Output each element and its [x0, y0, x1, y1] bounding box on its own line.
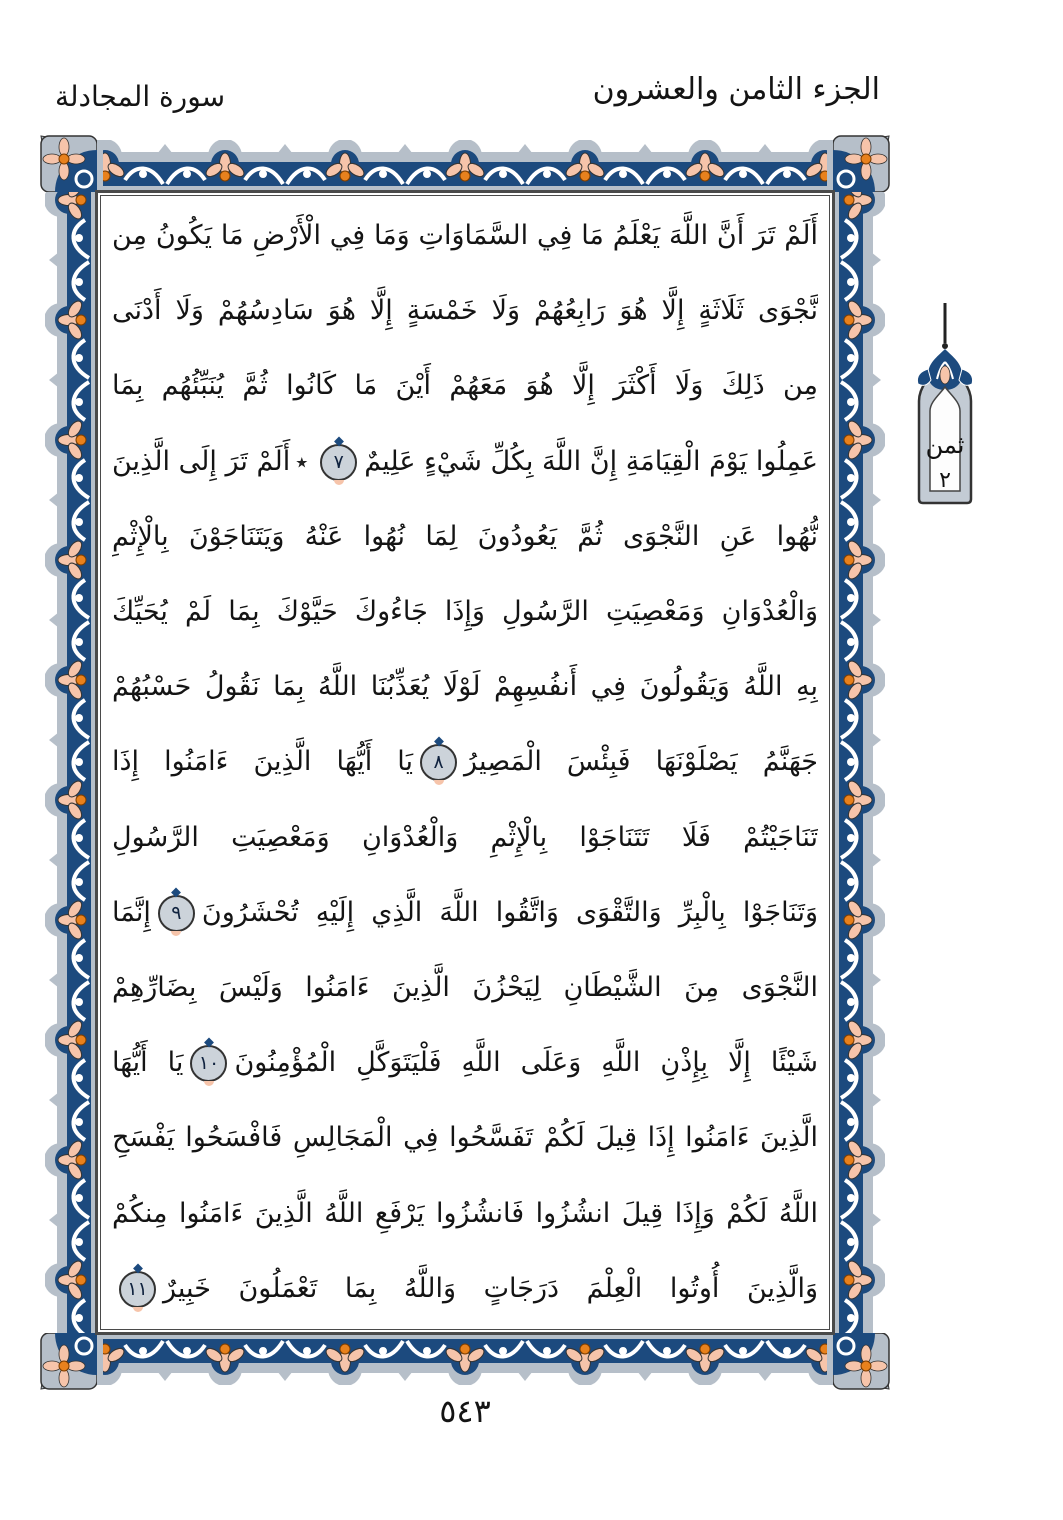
- hizb-label: ثمن: [925, 431, 965, 459]
- quran-line: [112, 1177, 818, 1251]
- surah-title: سورة المجادلة: [55, 80, 226, 113]
- ayah-text: نُّهُوا عَنِ النَّجْوَى ثُمَّ يَعُودُونَ لِمَا نُهُوا عَنْهُ وَيَتَنَاجَوْنَ بِالْإِثْمِ: [112, 520, 818, 552]
- quran-line: [112, 1252, 818, 1326]
- dome-icon: [895, 303, 995, 518]
- ayah-number: ٩: [171, 901, 182, 924]
- ayah-text: النَّجْوَى مِنَ الشَّيْطَانِ لِيَحْزُنَ الَّذِينَ ءَامَنُوا وَلَيْسَ بِضَارِّهِمْ: [112, 972, 818, 1004]
- juz-title: الجزء الثامن والعشرون: [592, 72, 880, 107]
- ayah-text: نَّجْوَى ثَلَاثَةٍ إِلَّا هُوَ رَابِعُهُمْ وَلَا خَمْسَةٍ إِلَّا هُوَ سَادِسُهُمْ وَلَا أَدْنَى: [112, 295, 818, 327]
- quran-line: [112, 1101, 818, 1175]
- ayah-text: الَّذِينَ ءَامَنُوا إِذَا قِيلَ لَكُمْ تَفَسَّحُوا فِي الْمَجَالِسِ فَافْسَحُوا يَفْسَحِ: [112, 1122, 818, 1154]
- quran-line: [112, 1026, 818, 1100]
- quran-line: [112, 575, 818, 649]
- ayah-end-marker-icon: [119, 1271, 156, 1308]
- ayah-text: يَا أَيُّهَا الَّذِينَ ءَامَنُوا إِذَا: [112, 746, 414, 778]
- ayah-text: إِنَّمَا: [112, 896, 151, 928]
- quran-line: [112, 725, 818, 799]
- ayah-text: يَا أَيُّهَا: [112, 1047, 184, 1079]
- ayah-text: عَمِلُوا يَوْمَ الْقِيَامَةِ إِنَّ اللَّهَ بِكُلِّ شَيْءٍ عَلِيمٌ: [364, 445, 818, 477]
- quran-text-area: [112, 199, 818, 1326]
- ayah-number: ٨: [433, 751, 444, 774]
- quran-line: [112, 951, 818, 1025]
- ornamental-frame: [45, 140, 885, 1385]
- border-right: [827, 140, 885, 1385]
- ayah-text: وَالَّذِينَ أُوتُوا الْعِلْمَ دَرَجَاتٍ وَاللَّهُ بِمَا تَعْمَلُونَ خَبِيرٌ: [163, 1272, 818, 1304]
- border-corner-top-right: [833, 134, 891, 192]
- ayah-end-marker-icon: [320, 444, 357, 481]
- ayah-end-marker-icon: [190, 1045, 227, 1082]
- rub-el-hizb-star-icon: ٭: [295, 448, 309, 477]
- quran-line: [112, 199, 818, 273]
- hizb-dome-marker: [895, 303, 995, 518]
- ayah-number: ١٠: [198, 1052, 220, 1075]
- ayah-text: بِهِ اللَّهُ وَيَقُولُونَ فِي أَنفُسِهِمْ لَوْلَا يُعَذِّبُنَا اللَّهُ بِمَا نَقُولُ حَسْبُهُمْ: [112, 671, 818, 703]
- ayah-text: جَهَنَّمُ يَصْلَوْنَهَا فَبِئْسَ الْمَصِيرُ: [464, 746, 818, 778]
- hizb-number: ٢: [939, 468, 951, 493]
- ayah-end-marker-icon: [420, 744, 457, 781]
- quran-line: [112, 650, 818, 724]
- quran-line: [112, 876, 818, 950]
- quran-line: [112, 500, 818, 574]
- ayah-text: أَلَمْ تَرَ إِلَى الَّذِينَ: [112, 445, 291, 477]
- ayah-number: ٧: [333, 450, 344, 473]
- ayah-text: وَالْعُدْوَانِ وَمَعْصِيَتِ الرَّسُولِ وَإِذَا جَاءُوكَ حَيَّوْكَ بِمَا لَمْ يُحَيِّكَ: [112, 596, 818, 628]
- ayah-end-marker-icon: [158, 895, 195, 932]
- border-corner-bottom-left: [39, 1333, 97, 1391]
- ayah-text: وَتَنَاجَوْا بِالْبِرِّ وَالتَّقْوَى وَاتَّقُوا اللَّهَ الَّذِي إِلَيْهِ تُحْشَرُونَ: [201, 896, 818, 928]
- ayah-number: ١١: [127, 1277, 148, 1300]
- inner-frame: [95, 190, 835, 1335]
- border-corner-top-left: [39, 134, 97, 192]
- ayah-text: مِن ذَلِكَ وَلَا أَكْثَرَ إِلَّا هُوَ مَعَهُمْ أَيْنَ مَا كَانُوا ثُمَّ يُنَبِّئُهُم بِمَا: [112, 370, 818, 402]
- border-corner-bottom-right: [833, 1333, 891, 1391]
- ayah-text: شَيْئًا إِلَّا بِإِذْنِ اللَّهِ وَعَلَى اللَّهِ فَلْيَتَوَكَّلِ الْمُؤْمِنُونَ: [234, 1047, 818, 1079]
- ayah-text: اللَّهُ لَكُمْ وَإِذَا قِيلَ انشُزُوا فَانشُزُوا يَرْفَعِ اللَّهُ الَّذِينَ ءَامَنُوا مِنكُمْ: [112, 1197, 818, 1229]
- quran-line: [112, 425, 818, 499]
- page-number: ٥٤٣: [439, 1392, 491, 1430]
- quran-line: [112, 274, 818, 348]
- ayah-text: تَنَاجَيْتُمْ فَلَا تَتَنَاجَوْا بِالْإِثْمِ وَالْعُدْوَانِ وَمَعْصِيَتِ الرَّسُولِ: [112, 821, 818, 853]
- quran-line: [112, 349, 818, 423]
- border-bottom: [45, 1327, 885, 1385]
- quran-line: [112, 801, 818, 875]
- ayah-text: أَلَمْ تَرَ أَنَّ اللَّهَ يَعْلَمُ مَا فِي السَّمَاوَاتِ وَمَا فِي الْأَرْضِ مَا يَكُونُ مِن: [112, 220, 818, 251]
